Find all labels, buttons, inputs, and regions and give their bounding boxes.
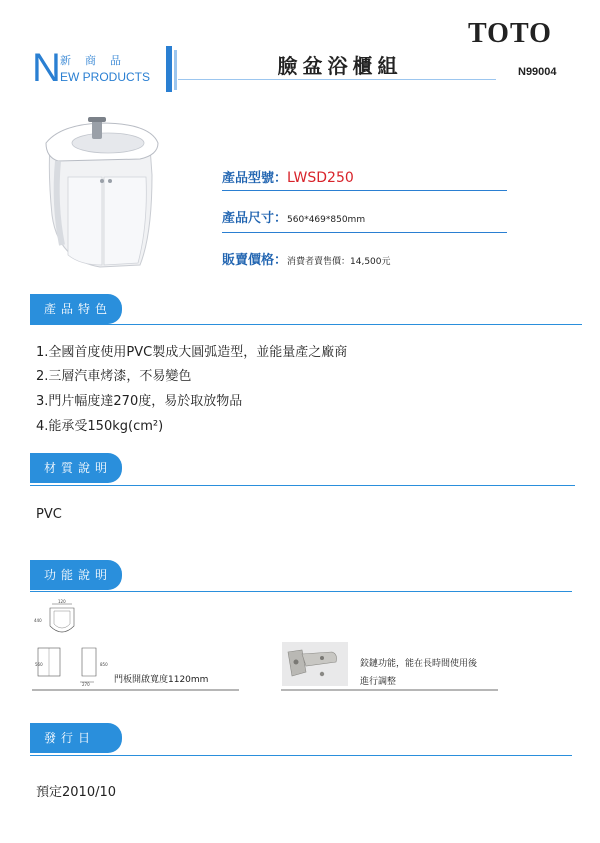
dim-label: 440 bbox=[34, 618, 42, 623]
release-text: 預定2010/10 bbox=[36, 785, 117, 800]
features-heading: 產品特色 bbox=[30, 294, 122, 324]
hinge-image bbox=[282, 642, 348, 686]
dim-label: 850 bbox=[100, 662, 108, 667]
badge-accent-bar-light bbox=[174, 50, 177, 90]
spec-model-label: 產品型號： bbox=[222, 171, 288, 186]
spec-model bbox=[222, 167, 354, 186]
badge-english-text: EW PRODUCTS bbox=[60, 70, 150, 84]
spec-price-label: 販賣價格： bbox=[222, 253, 288, 268]
badge-big-letter: N bbox=[32, 46, 61, 90]
spec-price-value: 消費者賣售價：14,500元 bbox=[287, 257, 391, 267]
document-code: N99004 bbox=[518, 66, 557, 78]
material-heading: 材質說明 bbox=[30, 453, 122, 483]
dim-label: 560 bbox=[35, 662, 43, 667]
feature-item: 4.能承受150kg(cm²) bbox=[36, 419, 164, 434]
feature-item: 3.門片幅度達270度，易於取放物品 bbox=[36, 394, 243, 409]
function-caption-left: 門板開啟寬度1120mm bbox=[114, 675, 209, 685]
feature-item: 2.三層汽車烤漆，不易變色 bbox=[36, 369, 192, 384]
spec-model-value: LWSD250 bbox=[287, 170, 354, 186]
function-rule bbox=[30, 591, 572, 592]
material-rule bbox=[30, 485, 575, 486]
material-text: PVC bbox=[36, 507, 62, 522]
product-image bbox=[40, 115, 160, 273]
page-title: 臉盆浴櫃組 bbox=[277, 54, 403, 78]
function-caption-right-2: 進行調整 bbox=[360, 677, 397, 687]
dim-label: 270 bbox=[82, 682, 90, 687]
function-rule-left bbox=[32, 689, 239, 691]
feature-item: 1.全國首度使用PVC製成大圓弧造型，並能量產之廠商 bbox=[36, 345, 348, 360]
spec-rule-2 bbox=[222, 232, 507, 233]
brand-logo: TOTO bbox=[468, 18, 552, 49]
features-rule bbox=[30, 324, 582, 325]
spec-price bbox=[222, 249, 391, 268]
spec-size bbox=[222, 207, 365, 226]
badge-accent-bar bbox=[166, 46, 172, 92]
function-caption-right-1: 鉸鏈功能，能在長時間使用後 bbox=[360, 659, 478, 669]
function-heading: 功能說明 bbox=[30, 560, 122, 590]
dimension-drawing bbox=[32, 598, 122, 688]
badge-chinese-text: 新商品 bbox=[60, 54, 135, 67]
spec-rule-1 bbox=[222, 190, 507, 191]
new-products-badge bbox=[32, 46, 174, 92]
title-underline bbox=[178, 79, 496, 80]
dim-label: 120 bbox=[58, 599, 66, 604]
release-heading: 發行日 bbox=[30, 723, 122, 753]
spec-size-value: 560*469*850mm bbox=[287, 215, 366, 225]
spec-size-label: 產品尺寸： bbox=[222, 211, 288, 226]
function-rule-right bbox=[281, 689, 498, 691]
release-rule bbox=[30, 755, 572, 756]
